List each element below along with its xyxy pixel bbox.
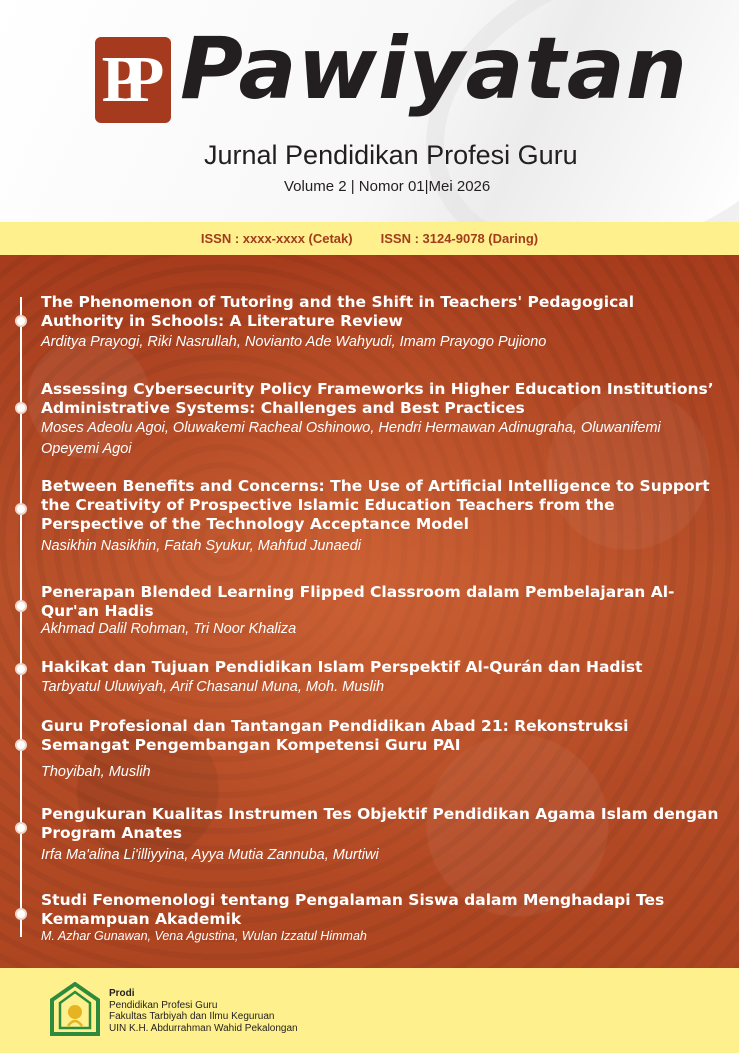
table-of-contents: [0, 255, 739, 968]
article-authors: Akhmad Dalil Rohman, Tri Noor Khaliza: [41, 621, 297, 637]
journal-subtitle: Jurnal Pendidikan Profesi Guru: [204, 140, 578, 170]
timeline-dot: [15, 503, 27, 515]
article-authors: Irfa Ma'alina Li'illiyyina, Ayya Mutia Zannuba, Murtiwi: [41, 847, 379, 863]
article-title: Hakikat dan Tujuan Pendidikan Islam Perspektif Al-Qurán dan Hadist: [41, 658, 643, 676]
timeline-dot: [15, 315, 27, 327]
cover-footer: [0, 968, 739, 1053]
timeline-dot: [15, 402, 27, 414]
prodi-line-3: UIN K.H. Abdurrahman Wahid Pekalongan: [109, 1022, 298, 1034]
issn-online: ISSN : 3124-9078 (Daring): [380, 231, 539, 246]
article-authors: Tarbyatul Uluwiyah, Arif Chasanul Muna, Moh. Muslih: [41, 679, 385, 695]
prodi-label: Prodi: [109, 988, 135, 999]
timeline-dot: [15, 739, 27, 751]
article-authors: Moses Adeolu Agoi, Oluwakemi Racheal Oshinowo, Hendri Hermawan Adinugraha, Oluwanifemi Opeyemi Agoi: [41, 420, 661, 457]
article-title: Pengukuran Kualitas Instrumen Tes Objektif Pendidikan Agama Islam dengan Program Anates: [41, 805, 719, 842]
article-title: Studi Fenomenologi tentang Pengalaman Siswa dalam Menghadapi Tes Kemampuan Akademik: [41, 891, 665, 928]
article-authors: Thoyibah, Muslih: [41, 764, 151, 780]
prodi-line-2: Fakultas Tarbiyah dan Ilmu Keguruan: [109, 1011, 275, 1022]
article-authors: Arditya Prayogi, Riki Nasrullah, Novianto Ade Wahyudi, Imam Prayogo Pujiono: [41, 334, 547, 350]
timeline-dot: [15, 822, 27, 834]
article-title: Assessing Cybersecurity Policy Frameworks in Higher Education Institutions’ Administrative Systems: Challenges and Best Practices: [41, 380, 714, 417]
timeline-line: [20, 297, 22, 937]
article-title: Penerapan Blended Learning Flipped Classroom dalam Pembelajaran Al-Qur'an Hadis: [41, 583, 675, 620]
university-emblem-icon: [48, 982, 102, 1038]
article-authors: M. Azhar Gunawan, Vena Agustina, Wulan Izzatul Himmah: [41, 929, 367, 943]
issn-bar: [0, 222, 739, 255]
article-title: The Phenomenon of Tutoring and the Shift in Teachers' Pedagogical Authority in Schools: A Literature Review: [41, 293, 635, 330]
journal-logo-mark: [95, 37, 171, 123]
cover-header: [0, 0, 739, 222]
article-title: Between Benefits and Concerns: The Use of Artificial Intelligence to Support the Creativity of Prospective Islamic Education Teachers from the Perspective of the Technology Acceptance Model: [41, 477, 710, 533]
logo-letters: PP: [101, 43, 147, 116]
timeline-dot: [15, 908, 27, 920]
issn-print: ISSN : xxxx-xxxx (Cetak): [200, 231, 353, 246]
volume-issue-line: Volume 2 | Nomor 01|Mei 2026: [284, 178, 491, 195]
article-title: Guru Profesional dan Tantangan Pendidikan Abad 21: Rekonstruksi Semangat Pengembangan Kompetensi Guru PAI: [41, 717, 629, 754]
prodi-line-1: Pendidikan Profesi Guru: [109, 999, 218, 1011]
journal-brand-name: Pawiyatan: [180, 19, 688, 119]
timeline-dot: [15, 663, 27, 675]
article-authors: Nasikhin Nasikhin, Fatah Syukur, Mahfud Junaedi: [41, 538, 361, 554]
program-info: [109, 988, 298, 1034]
timeline-dot: [15, 600, 27, 612]
